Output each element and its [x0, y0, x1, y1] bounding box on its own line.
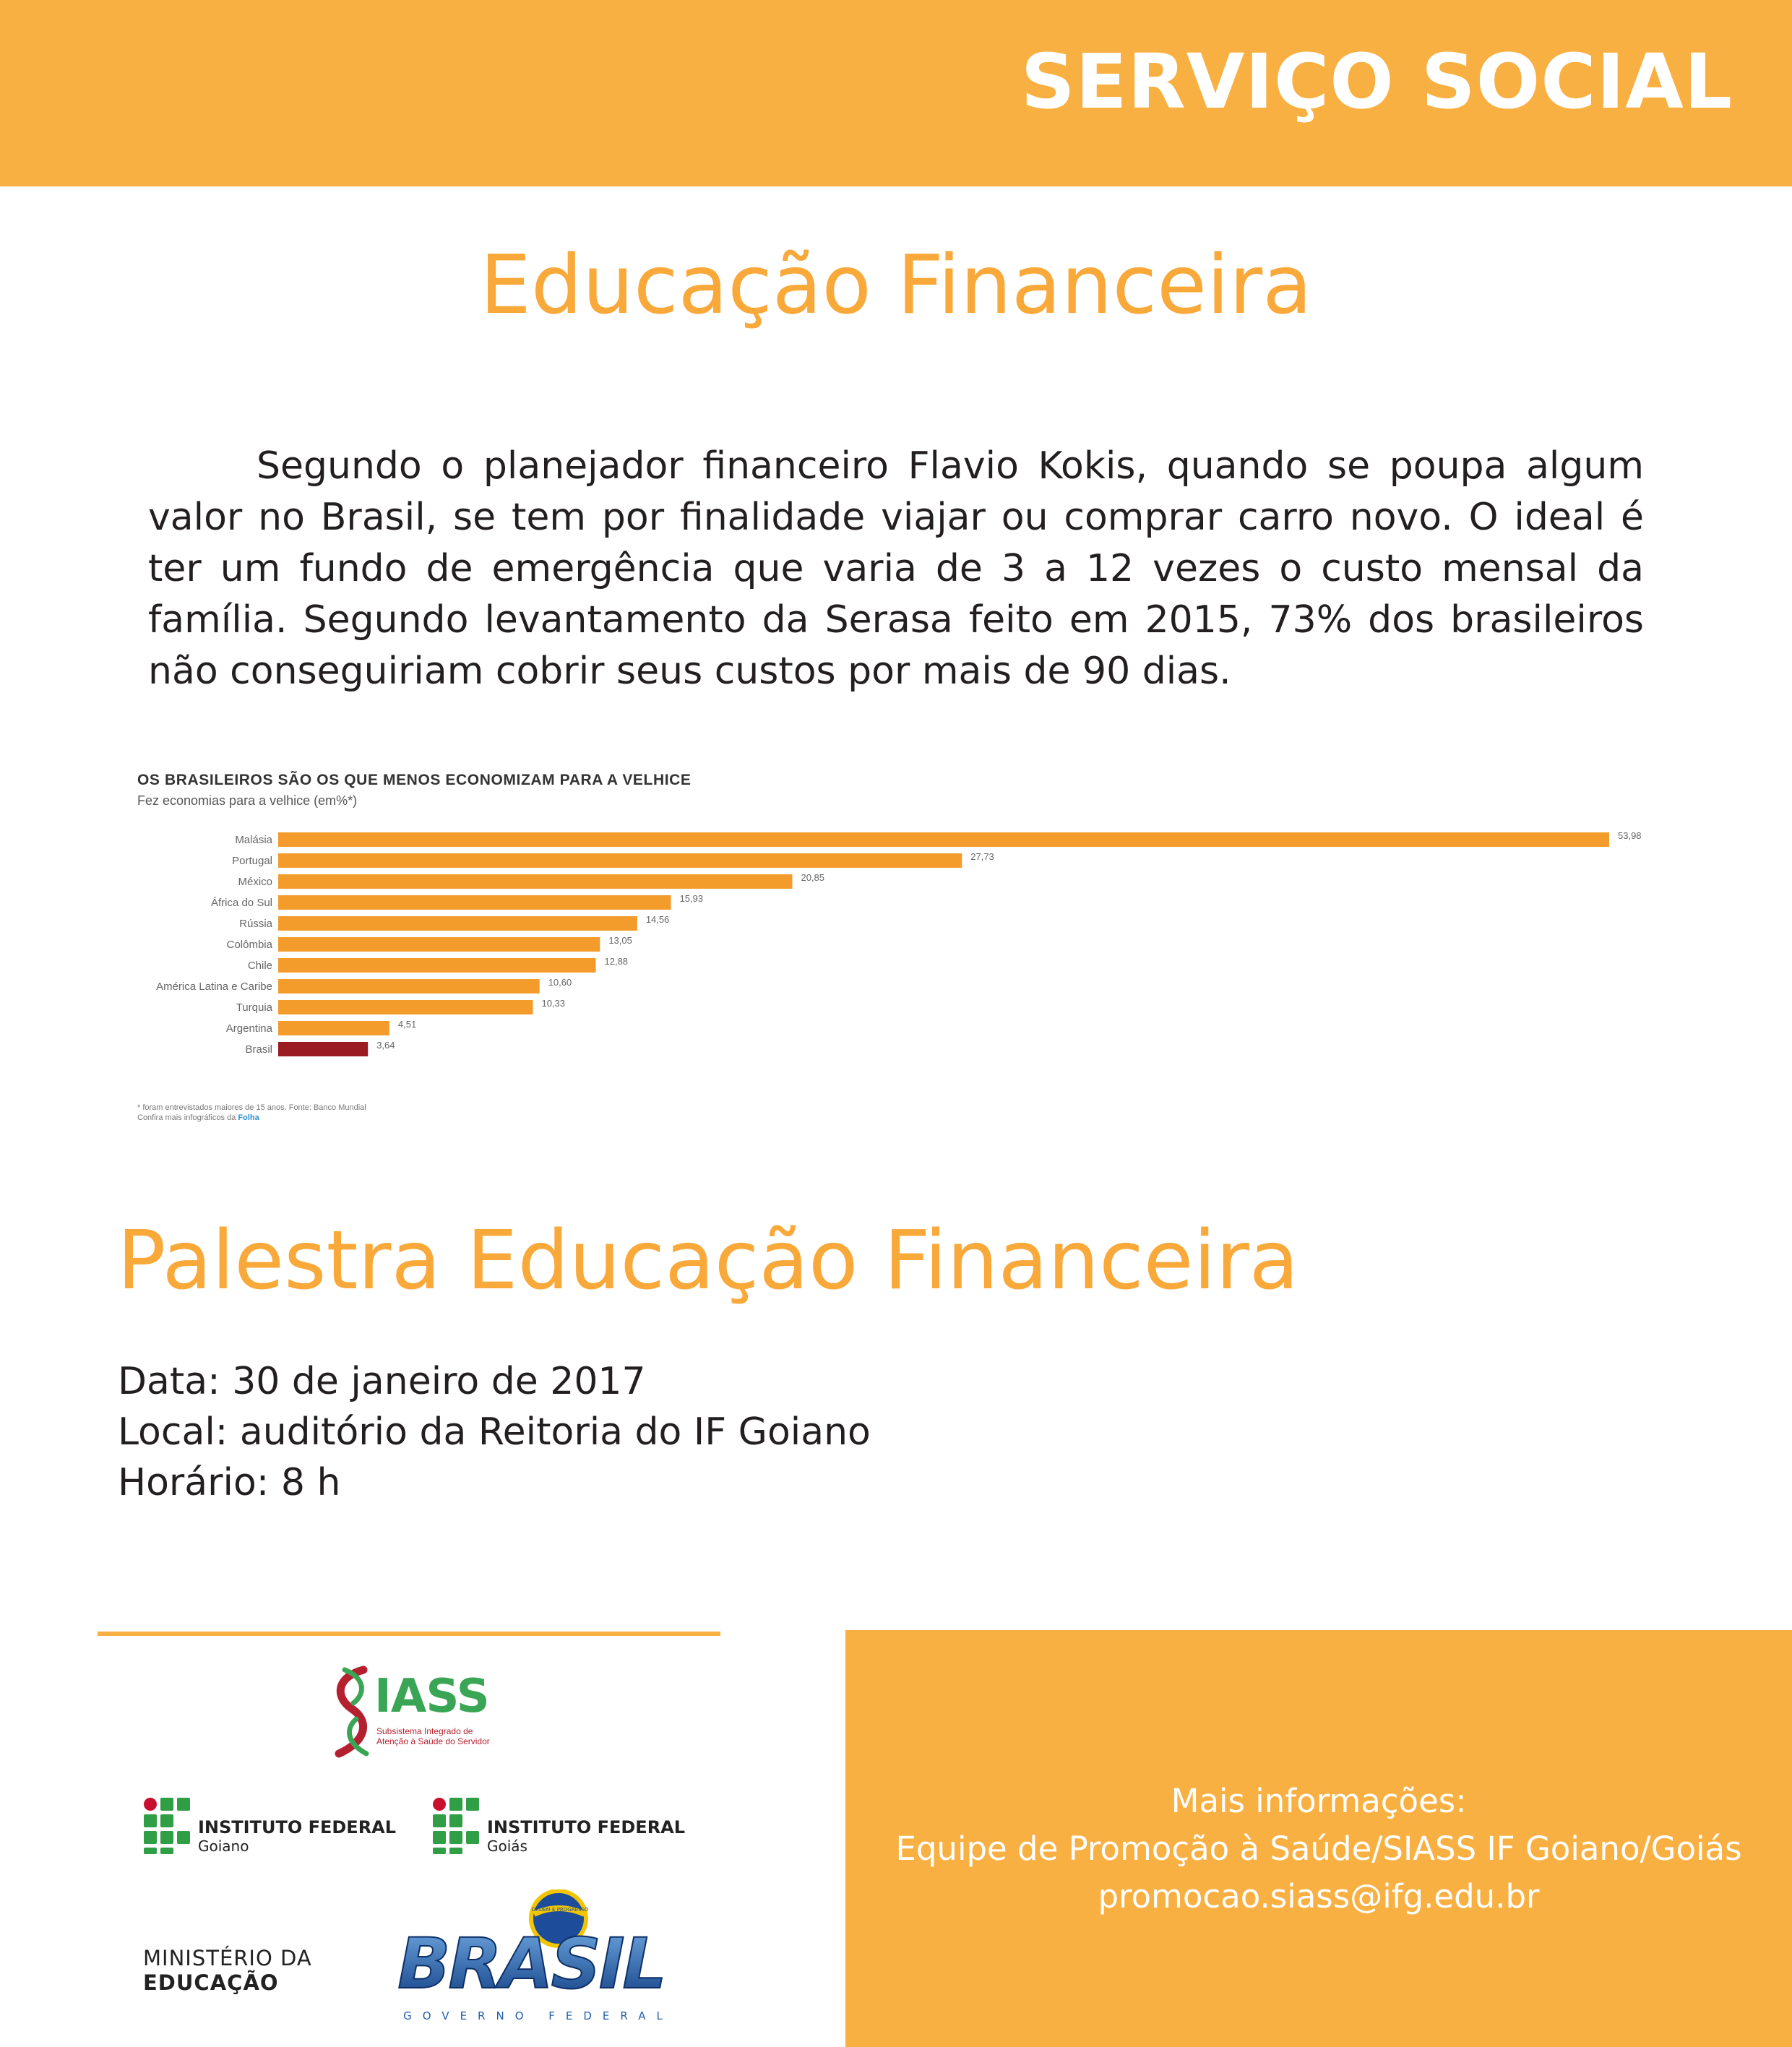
chart-bar	[278, 832, 1609, 847]
brasil-logo	[387, 1889, 676, 2027]
chart-value-label: 10,60	[548, 977, 572, 988]
folha-link[interactable]: Folha	[238, 1113, 259, 1122]
event-details	[118, 1356, 871, 1508]
chart-category-label: Brasil	[245, 1043, 272, 1056]
chart-bar	[278, 1042, 368, 1056]
chart-note	[137, 1103, 366, 1123]
chart-category-label: México	[238, 876, 272, 888]
chart-title: OS BRASILEIROS SÃO OS QUE MENOS ECONOMIZAM PARA A VELHICE	[137, 772, 692, 788]
chart-value-label: 4,51	[397, 1019, 417, 1030]
brasil-motto: ORDEM E PROGRESSO	[531, 1907, 589, 1913]
mec-logo	[143, 1946, 331, 1996]
if-grid-icon	[432, 1797, 483, 1855]
info-team: Equipe de Promoção à Saúde/SIASS IF Goiano/Goiás	[895, 1830, 1742, 1868]
chart-bar	[278, 853, 962, 868]
siass-subtitle	[376, 1726, 490, 1746]
if-goiano-campus: Goiano	[198, 1837, 249, 1855]
header-title: SERVIÇO SOCIAL	[1020, 38, 1733, 126]
if-goias-logo	[432, 1797, 686, 1862]
info-heading: Mais informações:	[1171, 1782, 1467, 1820]
if-grid-icon	[143, 1797, 194, 1855]
chart-bar	[278, 958, 596, 973]
chart-bar	[278, 937, 600, 952]
info-email[interactable]: promocao.siass@ifg.edu.br	[1098, 1877, 1540, 1915]
mec-line1: MINISTÉRIO DA	[143, 1946, 312, 1970]
chart-bar	[278, 874, 792, 889]
chart-category-label: Rússia	[239, 918, 272, 930]
chart-category-label: Colômbia	[226, 939, 272, 951]
info-box	[845, 1630, 1792, 2047]
chart-bar	[278, 916, 637, 931]
chart-note-source: * foram entrevistados maiores de 15 anos. Fonte: Banco Mundial	[137, 1103, 366, 1112]
brasil-logo-graphic	[387, 1889, 676, 2027]
if-goias-campus: Goiás	[487, 1837, 527, 1855]
chart-bar	[278, 895, 671, 910]
event-location: Local: auditório da Reitoria do IF Goiano	[118, 1410, 871, 1454]
info-text	[845, 1777, 1792, 1921]
chart-value-label: 53,98	[1618, 830, 1642, 841]
chart-value-label: 15,93	[679, 893, 704, 904]
footer-divider	[98, 1632, 720, 1636]
article-title: Educação Financeira	[480, 238, 1312, 332]
event-time: Horário: 8 h	[118, 1461, 341, 1504]
chart-subtitle: Fez economias para a velhice (em%*)	[137, 793, 358, 808]
brasil-wordmark: BRASIL	[397, 1923, 665, 2004]
if-goias-name: INSTITUTO FEDERAL	[487, 1817, 686, 1837]
chart-category-label: Chile	[247, 960, 272, 972]
mec-line2: EDUCAÇÃO	[143, 1970, 279, 1995]
brasil-tagline: GOVERNO FEDERAL	[403, 2009, 673, 2022]
chart-value-label: 12,88	[604, 956, 629, 967]
siass-logo	[329, 1665, 495, 1759]
chart-category-label: Portugal	[232, 855, 272, 867]
chart-category-label: África do Sul	[210, 897, 272, 909]
chart-value-label: 10,33	[541, 998, 566, 1009]
chart-category-label: Malásia	[235, 834, 272, 846]
chart-category-label: Turquia	[236, 1001, 272, 1014]
chart-bar	[278, 1021, 389, 1035]
article-paragraph-text: Segundo o planejador financeiro Flavio Kokis, quando se poupa algum valor no Brasil, se tem por finalidade viajar ou comprar carro novo. O ideal é ter um fundo de emergência que varia de 3 a 12 vezes o custo mensal da família. Segundo levantamento da Serasa feito em 2015, 73% dos brasileiros não conseguiriam cobrir seus custos por mais de 90 dias.	[148, 444, 1644, 693]
chart-value-label: 27,73	[970, 851, 994, 862]
event-title: Palestra Educação Financeira	[117, 1214, 1299, 1308]
chart-plot	[134, 766, 1658, 1106]
siass-helix-icon	[329, 1665, 379, 1758]
if-goiano-logo	[143, 1797, 397, 1862]
article-paragraph	[148, 441, 1644, 697]
savings-chart	[134, 766, 1658, 1127]
siass-subtitle-line1: Subsistema Integrado de	[376, 1726, 473, 1736]
chart-value-label: 3,64	[376, 1040, 395, 1051]
chart-value-label: 13,05	[608, 935, 632, 946]
chart-bar	[278, 979, 540, 994]
event-date: Data: 30 de janeiro de 2017	[118, 1360, 646, 1403]
chart-note-more: Confira mais infográficos da	[137, 1113, 238, 1122]
siass-subtitle-line2: Atenção à Saúde do Servidor	[376, 1736, 490, 1746]
if-goiano-name: INSTITUTO FEDERAL	[198, 1817, 397, 1837]
chart-category-label: Argentina	[225, 1022, 272, 1035]
siass-wordmark: IASS	[374, 1670, 489, 1723]
chart-bar	[278, 1000, 533, 1014]
chart-category-label: América Latina e Caribe	[156, 981, 272, 993]
chart-value-label: 20,85	[801, 872, 825, 883]
chart-value-label: 14,56	[645, 914, 670, 925]
